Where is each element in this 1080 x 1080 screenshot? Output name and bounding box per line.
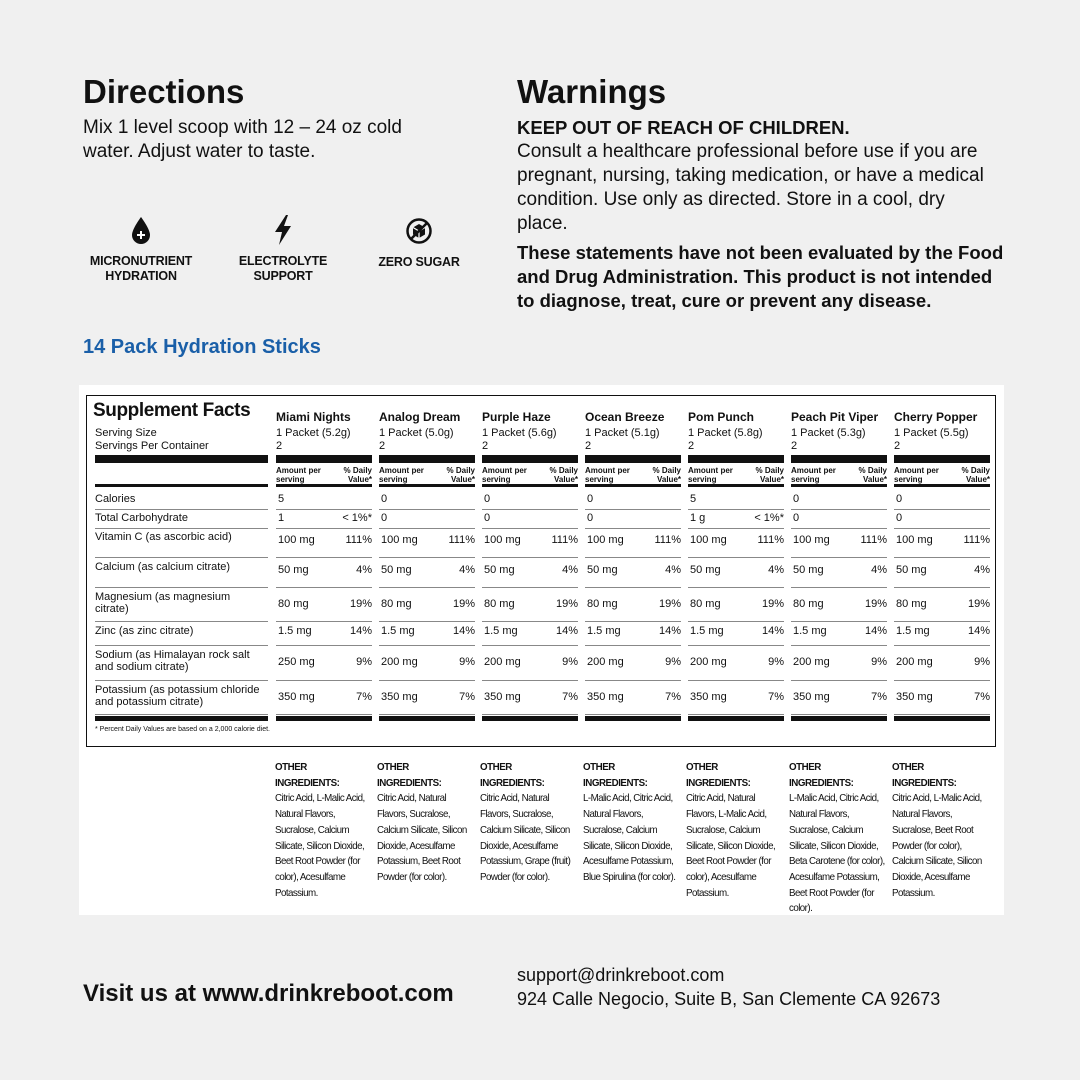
daily-value-percent: 4% <box>768 564 784 576</box>
thick-rule <box>688 455 784 463</box>
daily-value-header: % Daily Value* <box>858 466 887 484</box>
daily-value-percent: 14% <box>452 625 475 637</box>
row-rule <box>95 509 268 510</box>
header-rule <box>894 484 990 487</box>
daily-value-percent: 19% <box>349 598 372 610</box>
row-rule <box>585 587 681 588</box>
daily-value-header: % Daily Value* <box>343 466 372 484</box>
amount-value: 0 <box>381 512 388 524</box>
daily-value-percent: 19% <box>658 598 681 610</box>
bottom-rule <box>95 716 268 721</box>
row-rule <box>585 509 681 510</box>
amount-value: 350 mg <box>690 691 727 703</box>
row-rule <box>791 645 887 646</box>
amount-header: Amount per serving <box>585 466 630 484</box>
amount-value: 100 mg <box>587 534 624 546</box>
amount-value: 0 <box>793 512 800 524</box>
daily-value-percent: 9% <box>459 656 475 668</box>
servings-value: 2 <box>894 440 901 452</box>
row-rule <box>379 714 475 715</box>
other-ingredients-label: OTHER INGREDIENTS: <box>275 761 340 789</box>
daily-value-percent: 4% <box>562 564 578 576</box>
bottom-rule <box>482 716 578 721</box>
amount-header: Amount per serving <box>688 466 733 484</box>
droplet-plus-icon <box>130 216 152 246</box>
amount-value: 1.5 mg <box>587 625 621 637</box>
icon-label-line1: ZERO SUGAR <box>378 255 460 269</box>
bottom-rule <box>688 716 784 721</box>
daily-value-percent: 7% <box>665 691 681 703</box>
row-rule <box>95 587 268 588</box>
other-ingredients-label: OTHER INGREDIENTS: <box>892 761 957 789</box>
row-rule <box>585 645 681 646</box>
daily-value-percent: 111% <box>448 534 475 546</box>
nutrient-label: Zinc (as zinc citrate) <box>95 625 194 637</box>
amount-header: Amount per serving <box>482 466 527 484</box>
row-rule <box>894 587 990 588</box>
serving-size-value: 1 Packet (5.3g) <box>791 427 866 439</box>
amount-value: 0 <box>484 493 491 505</box>
daily-value-percent: 9% <box>871 656 887 668</box>
amount-value: 0 <box>381 493 388 505</box>
servings-value: 2 <box>276 440 283 452</box>
ingredients-text: Citric Acid, Natural Flavors, L-Malic Acid, Sucralose, Calcium Silicate, Silicon Dioxide, Beet Root Powder (for color), Acesulfame Potassium. <box>686 792 776 899</box>
header-rule <box>482 484 578 487</box>
other-ingredients-label: OTHER INGREDIENTS: <box>583 761 648 789</box>
daily-value-percent: 4% <box>459 564 475 576</box>
row-rule <box>894 714 990 715</box>
zero-sugar-badge <box>349 217 489 270</box>
amount-value: 100 mg <box>690 534 727 546</box>
amount-value: 50 mg <box>484 564 515 576</box>
thick-rule <box>894 455 990 463</box>
amount-header: Amount per serving <box>379 466 424 484</box>
ingredients-text: Citric Acid, L-Malic Acid, Natural Flavors, Sucralose, Calcium Silicate, Silicon Dioxide, Beet Root Powder (for color), Acesulfame Potassium. <box>275 792 365 899</box>
row-rule <box>688 621 784 622</box>
row-rule <box>379 557 475 558</box>
micronutrient-hydration-badge <box>71 216 211 284</box>
ingredients-text: Citric Acid, Natural Flavors, Sucralose, Calcium Silicate, Silicon Dioxide, Acesulfame Potassium, Grape (fruit) Powder (for color). <box>480 792 571 883</box>
amount-value: 200 mg <box>896 656 933 668</box>
amount-value: 50 mg <box>278 564 309 576</box>
address: 924 Calle Negocio, Suite B, San Clemente CA 92673 <box>517 989 941 1009</box>
amount-value: 80 mg <box>484 598 515 610</box>
row-rule <box>791 680 887 681</box>
daily-value-header: % Daily Value* <box>446 466 475 484</box>
ingredients-text: L-Malic Acid, Citric Acid, Natural Flavors, Sucralose, Calcium Silicate, Silicon Dioxide, Acesulfame Potassium, Blue Spirulina (for color). <box>583 792 676 883</box>
amount-value: 350 mg <box>896 691 933 703</box>
amount-value: 100 mg <box>484 534 521 546</box>
daily-value-percent: 7% <box>871 691 887 703</box>
row-rule <box>791 714 887 715</box>
amount-value: 100 mg <box>278 534 315 546</box>
amount-value: 1 g <box>690 512 706 524</box>
daily-value-header: % Daily Value* <box>755 466 784 484</box>
row-rule <box>791 621 887 622</box>
icon-label-line2: SUPPORT <box>253 269 313 283</box>
amount-value: 350 mg <box>278 691 315 703</box>
contact-info <box>517 963 940 1011</box>
header-rule <box>791 484 887 487</box>
other-ingredients-block <box>377 760 475 886</box>
row-rule <box>585 557 681 558</box>
daily-value-percent: 111% <box>654 534 681 546</box>
amount-value: 1.5 mg <box>381 625 415 637</box>
lightning-bolt-icon <box>272 214 294 246</box>
row-rule <box>688 528 784 529</box>
amount-value: 0 <box>793 493 800 505</box>
amount-value: 0 <box>587 512 594 524</box>
row-rule <box>688 509 784 510</box>
row-rule <box>95 557 268 558</box>
row-rule <box>894 528 990 529</box>
daily-value-percent: 9% <box>356 656 372 668</box>
other-ingredients-label: OTHER INGREDIENTS: <box>480 761 545 789</box>
amount-value: 50 mg <box>896 564 927 576</box>
row-rule <box>276 509 372 510</box>
row-rule <box>95 528 268 529</box>
row-rule <box>379 509 475 510</box>
daily-value-percent: 9% <box>974 656 990 668</box>
thick-rule <box>276 455 372 463</box>
product-name: Analog Dream <box>379 410 461 424</box>
daily-value-header: % Daily Value* <box>961 466 990 484</box>
amount-value: 200 mg <box>793 656 830 668</box>
amount-value: 200 mg <box>690 656 727 668</box>
row-rule <box>894 645 990 646</box>
daily-value-percent: 111% <box>345 534 372 546</box>
nutrient-label: Vitamin C (as ascorbic acid) <box>95 531 232 543</box>
amount-value: 50 mg <box>793 564 824 576</box>
header-rule <box>95 484 268 487</box>
amount-value: 1 <box>278 512 285 524</box>
row-rule <box>276 714 372 715</box>
daily-value-percent: 111% <box>860 534 887 546</box>
amount-value: 0 <box>587 493 594 505</box>
row-rule <box>688 557 784 558</box>
daily-value-percent: 4% <box>665 564 681 576</box>
row-rule <box>379 621 475 622</box>
daily-value-percent: 19% <box>452 598 475 610</box>
product-name: Pom Punch <box>688 410 755 424</box>
daily-value-percent: 19% <box>967 598 990 610</box>
daily-value-percent: 14% <box>761 625 784 637</box>
amount-value: 1.5 mg <box>484 625 518 637</box>
daily-value-percent: 7% <box>459 691 475 703</box>
row-rule <box>379 680 475 681</box>
amount-value: 5 <box>690 493 697 505</box>
zero-sugar-icon <box>405 217 433 245</box>
amount-value: 1.5 mg <box>793 625 827 637</box>
amount-value: 100 mg <box>793 534 830 546</box>
row-rule <box>688 714 784 715</box>
icon-label-line1: ELECTROLYTE <box>238 254 328 268</box>
amount-value: 50 mg <box>381 564 412 576</box>
ingredients-text: Citric Acid, L-Malic Acid, Natural Flavors, Sucralose, Beet Root Powder (for color), Calcium Silicate, Silicon Dioxide, Acesulfame Potassium. <box>892 792 982 899</box>
other-ingredients-block <box>686 760 784 901</box>
nutrient-label: Potassium (as potassium chloride and potassium citrate) <box>95 684 260 708</box>
amount-value: 200 mg <box>587 656 624 668</box>
daily-value-percent: 19% <box>761 598 784 610</box>
amount-value: 80 mg <box>587 598 618 610</box>
serving-size-value: 1 Packet (5.6g) <box>482 427 557 439</box>
row-rule <box>482 680 578 681</box>
amount-value: 50 mg <box>587 564 618 576</box>
amount-value: 200 mg <box>381 656 418 668</box>
other-ingredients-block <box>275 760 373 901</box>
row-rule <box>379 587 475 588</box>
row-rule <box>379 645 475 646</box>
row-rule <box>894 680 990 681</box>
directions-text: Mix 1 level scoop with 12 – 24 oz cold water. Adjust water to taste. <box>83 117 402 162</box>
row-rule <box>585 714 681 715</box>
row-rule <box>95 621 268 622</box>
other-ingredients-block <box>789 760 887 917</box>
amount-header: Amount per serving <box>894 466 939 484</box>
nutrient-label: Total Carbohydrate <box>95 512 188 524</box>
servings-per-container-label: Servings Per Container <box>95 440 209 452</box>
daily-value-percent: 19% <box>864 598 887 610</box>
other-ingredients-label: OTHER INGREDIENTS: <box>686 761 751 789</box>
row-rule <box>688 680 784 681</box>
support-email: support@drinkreboot.com <box>517 965 725 985</box>
icon-label-line2: HYDRATION <box>105 269 177 283</box>
amount-header: Amount per serving <box>791 466 836 484</box>
serving-size-value: 1 Packet (5.2g) <box>276 427 351 439</box>
amount-value: 0 <box>896 493 903 505</box>
daily-value-percent: 4% <box>974 564 990 576</box>
daily-value-percent: 111% <box>551 534 578 546</box>
row-rule <box>482 557 578 558</box>
header-rule <box>276 484 372 487</box>
amount-value: 80 mg <box>690 598 721 610</box>
daily-value-header: % Daily Value* <box>652 466 681 484</box>
daily-value-percent: < 1%* <box>342 512 372 524</box>
bottom-rule <box>894 716 990 721</box>
daily-value-percent: 7% <box>768 691 784 703</box>
daily-value-percent: 4% <box>871 564 887 576</box>
daily-value-percent: 14% <box>555 625 578 637</box>
row-rule <box>95 680 268 681</box>
amount-value: 0 <box>484 512 491 524</box>
row-rule <box>791 587 887 588</box>
daily-value-percent: 9% <box>768 656 784 668</box>
nutrient-label: Sodium (as Himalayan rock salt and sodium citrate) <box>95 649 250 673</box>
row-rule <box>791 528 887 529</box>
other-ingredients-block <box>892 760 990 901</box>
serving-size-value: 1 Packet (5.5g) <box>894 427 969 439</box>
product-name: Peach Pit Viper <box>791 410 879 424</box>
servings-value: 2 <box>688 440 695 452</box>
row-rule <box>276 528 372 529</box>
thick-rule <box>791 455 887 463</box>
electrolyte-support-badge <box>213 214 353 284</box>
daily-value-percent: 14% <box>864 625 887 637</box>
bottom-rule <box>585 716 681 721</box>
other-ingredients-label: OTHER INGREDIENTS: <box>377 761 442 789</box>
daily-value-footnote: * Percent Daily Values are based on a 2,000 calorie diet. <box>95 726 270 733</box>
row-rule <box>482 645 578 646</box>
nutrient-label: Calories <box>95 493 136 505</box>
daily-value-percent: 9% <box>665 656 681 668</box>
amount-value: 50 mg <box>690 564 721 576</box>
row-rule <box>276 621 372 622</box>
row-rule <box>482 621 578 622</box>
amount-value: 1.5 mg <box>896 625 930 637</box>
row-rule <box>791 557 887 558</box>
amount-value: 350 mg <box>793 691 830 703</box>
row-rule <box>585 621 681 622</box>
servings-value: 2 <box>791 440 798 452</box>
row-rule <box>276 557 372 558</box>
warnings-text: Consult a healthcare professional before use if you are pregnant, nursing, taking medication, or have a medical condition. Use only as directed. Store in a cool, dry place. <box>517 141 984 234</box>
amount-value: 80 mg <box>381 598 412 610</box>
fda-disclaimer: These statements have not been evaluated by the Food and Drug Administration. This product is not intended to diagnose, treat, cure or prevent any disease. <box>517 242 1004 311</box>
warnings-title: Warnings <box>517 73 667 110</box>
other-ingredients-label: OTHER INGREDIENTS: <box>789 761 854 789</box>
pack-title: 14 Pack Hydration Sticks <box>83 336 321 358</box>
daily-value-percent: 111% <box>757 534 784 546</box>
thick-rule <box>585 455 681 463</box>
row-rule <box>95 645 268 646</box>
amount-value: 80 mg <box>793 598 824 610</box>
serving-size-value: 1 Packet (5.8g) <box>688 427 763 439</box>
nutrient-label: Calcium (as calcium citrate) <box>95 561 231 573</box>
amount-value: 5 <box>278 493 285 505</box>
row-rule <box>482 528 578 529</box>
header-rule <box>585 484 681 487</box>
row-rule <box>482 714 578 715</box>
row-rule <box>482 509 578 510</box>
row-rule <box>894 557 990 558</box>
row-rule <box>379 528 475 529</box>
header-rule <box>688 484 784 487</box>
amount-value: 100 mg <box>381 534 418 546</box>
daily-value-percent: 14% <box>967 625 990 637</box>
amount-header: Amount per serving <box>276 466 321 484</box>
row-rule <box>688 587 784 588</box>
daily-value-percent: 111% <box>963 534 990 546</box>
other-ingredients-block <box>480 760 578 886</box>
product-name: Miami Nights <box>276 410 351 424</box>
daily-value-percent: 7% <box>356 691 372 703</box>
bottom-rule <box>276 716 372 721</box>
row-rule <box>894 509 990 510</box>
ingredients-text: Citric Acid, Natural Flavors, Sucralose, Calcium Silicate, Silicon Dioxide, Acesulfame Potassium, Beet Root Powder (for color). <box>377 792 467 883</box>
amount-value: 80 mg <box>896 598 927 610</box>
header-rule <box>379 484 475 487</box>
amount-value: 1.5 mg <box>690 625 724 637</box>
visit-website-text: Visit us at www.drinkreboot.com <box>83 980 454 1007</box>
daily-value-percent: 14% <box>349 625 372 637</box>
daily-value-header: % Daily Value* <box>549 466 578 484</box>
product-name: Cherry Popper <box>894 410 978 424</box>
row-rule <box>482 587 578 588</box>
thick-rule <box>95 455 268 463</box>
directions-title: Directions <box>83 73 245 110</box>
other-ingredients-block <box>583 760 681 886</box>
serving-size-value: 1 Packet (5.0g) <box>379 427 454 439</box>
icon-label-line1: MICRONUTRIENT <box>89 254 193 268</box>
amount-value: 1.5 mg <box>278 625 312 637</box>
thick-rule <box>482 455 578 463</box>
servings-value: 2 <box>482 440 489 452</box>
amount-value: 200 mg <box>484 656 521 668</box>
row-rule <box>894 621 990 622</box>
product-name: Ocean Breeze <box>585 410 665 424</box>
amount-value: 250 mg <box>278 656 315 668</box>
ingredients-text: L-Malic Acid, Citric Acid, Natural Flavors, Sucralose, Calcium Silicate, Silicon Dioxide, Beta Carotene (for color), Acesulfame Potassium, Beet Root Powder (for color). <box>789 792 885 915</box>
serving-size-label: Serving Size <box>95 427 157 439</box>
amount-value: 350 mg <box>484 691 521 703</box>
keep-out-text: KEEP OUT OF REACH OF CHILDREN. <box>517 117 850 138</box>
bottom-rule <box>791 716 887 721</box>
row-rule <box>95 714 268 715</box>
daily-value-percent: < 1%* <box>754 512 784 524</box>
row-rule <box>791 509 887 510</box>
amount-value: 100 mg <box>896 534 933 546</box>
product-name: Purple Haze <box>482 410 551 424</box>
amount-value: 80 mg <box>278 598 309 610</box>
bottom-rule <box>379 716 475 721</box>
servings-value: 2 <box>585 440 592 452</box>
amount-value: 0 <box>896 512 903 524</box>
row-rule <box>276 587 372 588</box>
supplement-facts-table <box>86 395 996 747</box>
row-rule <box>585 528 681 529</box>
daily-value-percent: 7% <box>562 691 578 703</box>
row-rule <box>585 680 681 681</box>
supplement-facts-title: Supplement Facts <box>93 400 251 421</box>
daily-value-percent: 9% <box>562 656 578 668</box>
thick-rule <box>379 455 475 463</box>
daily-value-percent: 7% <box>974 691 990 703</box>
row-rule <box>276 645 372 646</box>
amount-value: 350 mg <box>381 691 418 703</box>
daily-value-percent: 14% <box>658 625 681 637</box>
row-rule <box>688 645 784 646</box>
servings-value: 2 <box>379 440 386 452</box>
serving-size-value: 1 Packet (5.1g) <box>585 427 660 439</box>
daily-value-percent: 19% <box>555 598 578 610</box>
amount-value: 350 mg <box>587 691 624 703</box>
nutrient-label: Magnesium (as magnesium citrate) <box>95 591 231 615</box>
row-rule <box>276 680 372 681</box>
daily-value-percent: 4% <box>356 564 372 576</box>
